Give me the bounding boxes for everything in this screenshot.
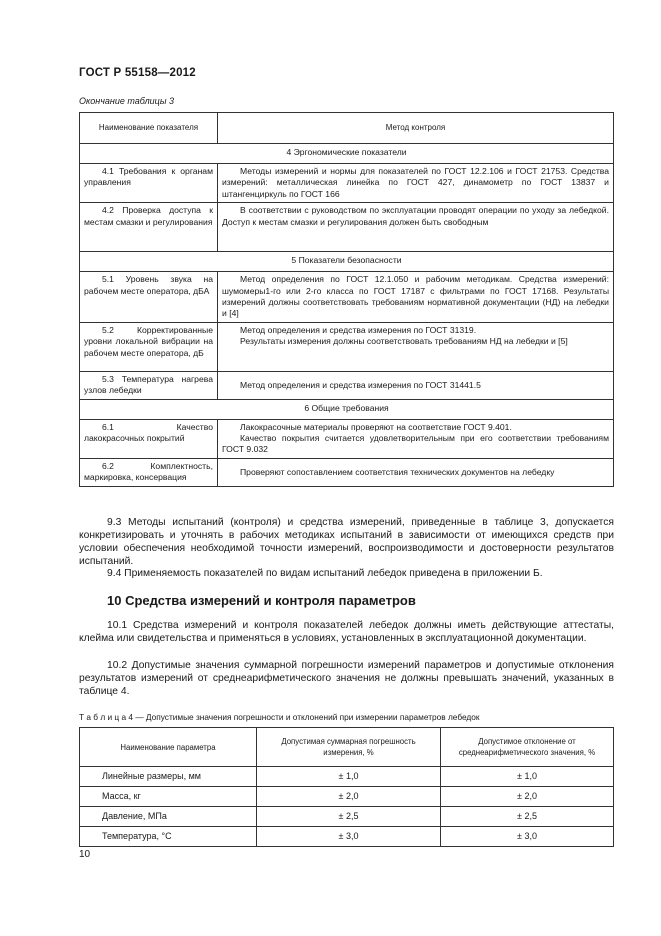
table-row <box>80 272 614 323</box>
row-name: 5.2 Корректированные уровни локальной вибрации на рабочем месте оператора, дБ <box>80 322 218 371</box>
table3-col-method: Метод контроля <box>218 113 614 144</box>
param-error: ± 2,5 <box>257 807 441 827</box>
table-row <box>80 458 614 486</box>
table4-header-row <box>80 728 614 767</box>
table3-header-row <box>80 113 614 144</box>
row-method: Метод определения и средства измерения по ГОСТ 31319. Результаты измерения должны соответствовать требованиям НД на лебедки и [5] <box>218 322 614 371</box>
param-deviation: ± 2,0 <box>441 787 614 807</box>
row-method: Метод определения по ГОСТ 12.1.050 и рабочим методикам. Средства измерений: шумомеры1-го или 2-го класса по ГОСТ 17187 с фильтрами по ГОСТ 17168. Результаты измерений должны соответствовать требованиям нормативной документации (НД) на лебедки и [4] <box>218 272 614 323</box>
paragraph-9-3: 9.3 Методы испытаний (контроля) и средства измерений, приведенные в таблице 3, допускается конкретизировать и уточнять в рабочих методиках испытаний в зависимости от имеющихся средств при условии обеспечения необходимой точности измерений, воспроизводимости и достоверности результатов испытаний. <box>79 517 614 567</box>
section-10-title: 10 Средства измерений и контроля параметров <box>107 593 416 608</box>
row-name: 5.1 Уровень звука на рабочем месте оператора, дБА <box>80 272 218 323</box>
table-row <box>80 807 614 827</box>
row-name: 5.3 Температура нагрева узлов лебедки <box>80 371 218 399</box>
table3-section-row <box>80 252 614 272</box>
row-name: 4.1 Требования к органам управления <box>80 164 218 203</box>
param-deviation: ± 3,0 <box>441 827 614 847</box>
row-method: Методы измерений и нормы для показателей по ГОСТ 12.2.106 и ГОСТ 21753. Средства измерений: металлическая линейка по ГОСТ 427, динамометр по ГОСТ 13837 и штангенциркуль по ГОСТ 166 <box>218 164 614 203</box>
param-deviation: ± 2,5 <box>441 807 614 827</box>
row-name: 4.2 Проверка доступа к местам смазки и регулирования <box>80 203 218 252</box>
param-error: ± 3,0 <box>257 827 441 847</box>
table4-caption: Т а б л и ц а 4 — Допустимые значения погрешности и отклонений при измерении параметров лебедок <box>79 712 480 722</box>
document-header: ГОСТ Р 55158—2012 <box>79 67 196 79</box>
param-deviation: ± 1,0 <box>441 767 614 787</box>
table-row <box>80 787 614 807</box>
table-row <box>80 419 614 458</box>
table3-caption: Окончание таблицы 3 <box>79 96 174 106</box>
param-name: Температура, °С <box>80 827 257 847</box>
page-number: 10 <box>79 849 91 860</box>
paragraph-10-2: 10.2 Допустимые значения суммарной погрешности измерений параметров и допустимые отклонения результатов измерений от среднеарифметического значения не должны превышать значений, указанных в таблице 4. <box>79 660 614 697</box>
paragraph-9-4: 9.4 Применяемость показателей по видам испытаний лебедок приведена в приложении Б. <box>107 568 543 579</box>
row-name: 6.2 Комплектность, маркировка, консервация <box>80 458 218 486</box>
table-row <box>80 203 614 252</box>
paragraph-10-1: 10.1 Средства измерений и контроля показателей лебедок должны иметь действующие аттестаты, клейма или свидетельства и применяться в условиях, установленных в эксплуатационной документации. <box>79 620 614 644</box>
table-row <box>80 164 614 203</box>
param-error: ± 2,0 <box>257 787 441 807</box>
table-row <box>80 767 614 787</box>
table-4 <box>79 727 614 847</box>
table3-col-name: Наименование показателя <box>80 113 218 144</box>
section-title: 4 Эргономические показатели <box>80 144 614 164</box>
table-3 <box>79 112 614 487</box>
table4-col-param: Наименование параметра <box>80 728 257 767</box>
row-method: Проверяют сопоставлением соответствия технических документов на лебедку <box>218 458 614 486</box>
param-name: Линейные размеры, мм <box>80 767 257 787</box>
table-row <box>80 322 614 371</box>
row-method: Метод определения и средства измерения по ГОСТ 31441.5 <box>218 371 614 399</box>
section-title: 6 Общие требования <box>80 399 614 419</box>
row-name: 6.1 Качество лакокрасочных покрытий <box>80 419 218 458</box>
table-row <box>80 371 614 399</box>
table4-col-error: Допустимая суммарная погрешность измерения, % <box>257 728 441 767</box>
table-row <box>80 827 614 847</box>
table3-section-row <box>80 144 614 164</box>
row-method: Лакокрасочные материалы проверяют на соответствие ГОСТ 9.401. Качество покрытия считается удовлетворительным при его соответствии требованиям ГОСТ 9.032 <box>218 419 614 458</box>
table4-col-deviation: Допустимое отклонение от среднеарифметического значения, % <box>441 728 614 767</box>
section-title: 5 Показатели безопасности <box>80 252 614 272</box>
table3-section-row <box>80 399 614 419</box>
param-name: Давление, МПа <box>80 807 257 827</box>
row-method: В соответствии с руководством по эксплуатации проводят операции по уходу за лебедкой. Доступ к местам смазки и регулирования должен быть свободным <box>218 203 614 252</box>
param-error: ± 1,0 <box>257 767 441 787</box>
param-name: Масса, кг <box>80 787 257 807</box>
